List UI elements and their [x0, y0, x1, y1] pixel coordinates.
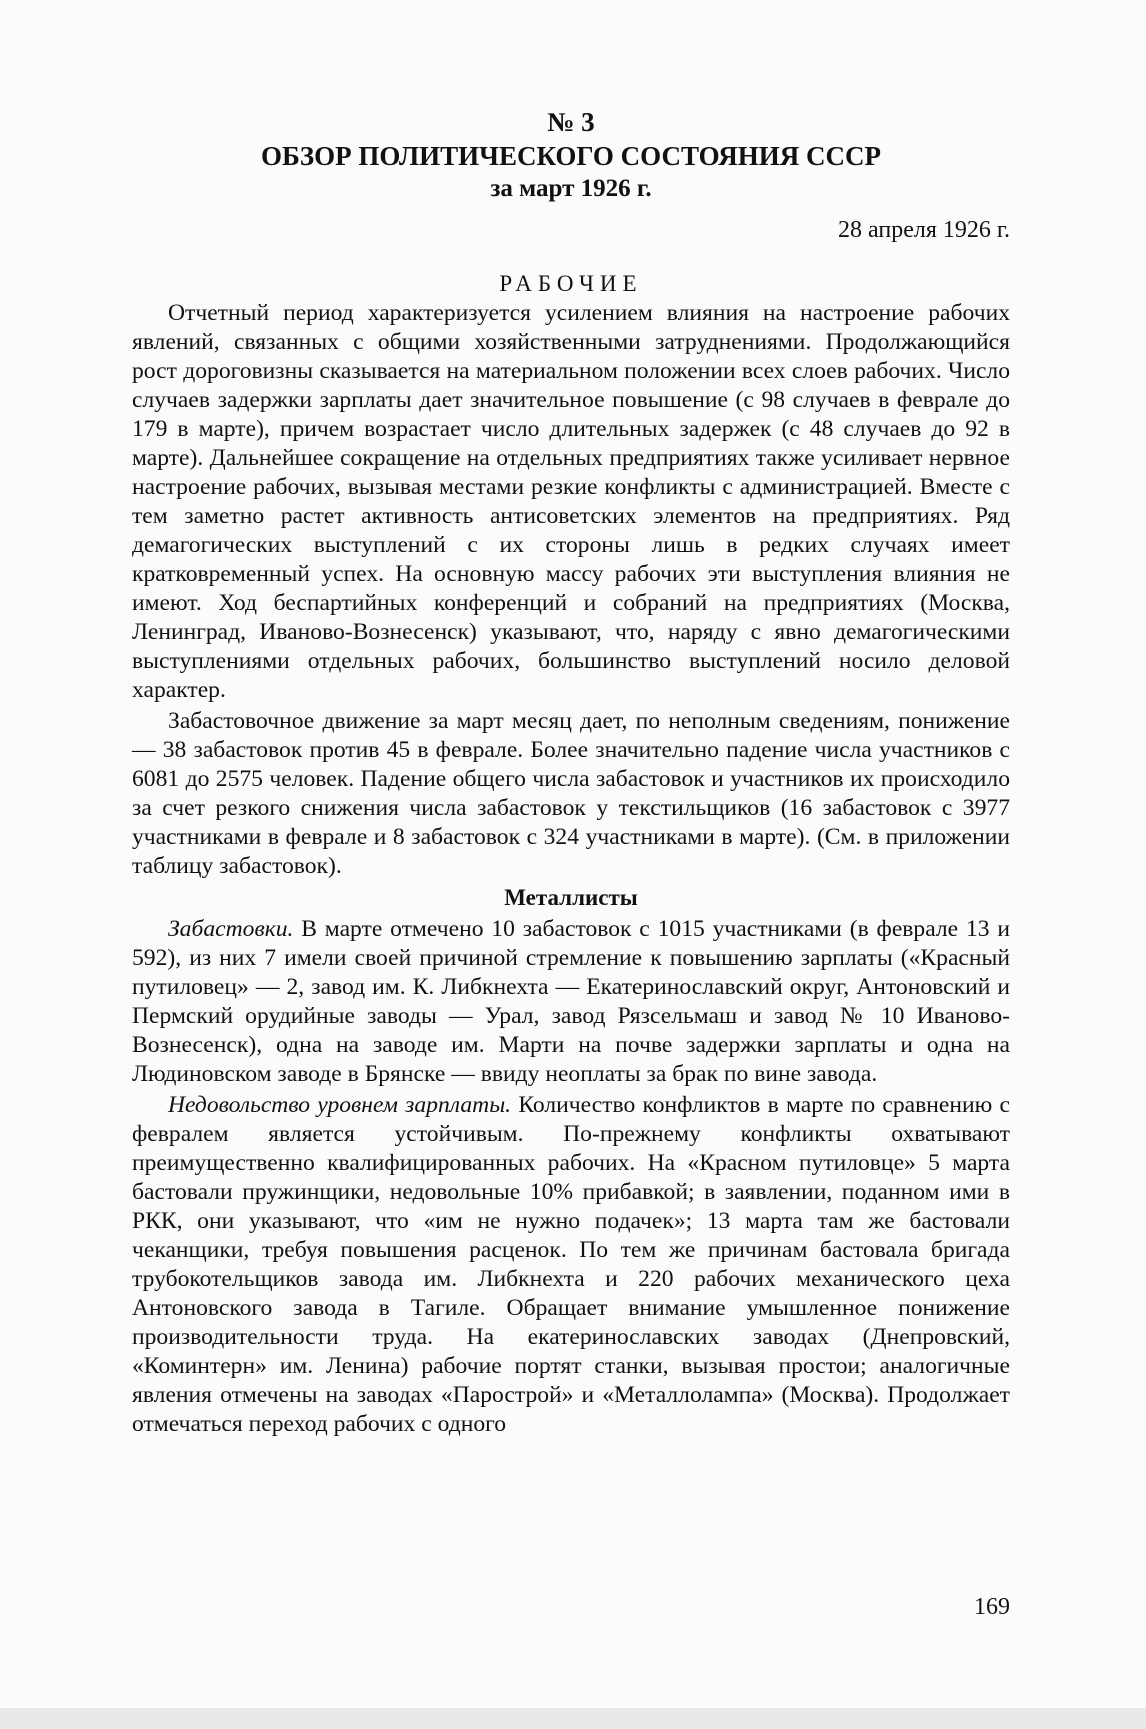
section-heading-workers: РАБОЧИЕ: [499, 271, 643, 296]
document-number: № 3: [547, 107, 595, 137]
paragraph-4-lead: Недовольство уровнем зарплаты.: [168, 1092, 512, 1118]
page-content: [132, 105, 1010, 1439]
scan-edge: [0, 1708, 1146, 1729]
document-date: 28 апреля 1926 г.: [838, 217, 1010, 243]
paragraph-2-text: Забастовочное движение за март месяц дает, по неполным сведениям, понижение — 38 забастовок против 45 в феврале. Более значительно падение числа участников с 6081 до 2575 человек. Падение общего числа забастовок и участников их происходило за счет резкого снижения числа забастовок у текстильщиков (16 забастовок с 3977 участниками в феврале и 8 забастовок с 324 участниками в марте). (См. в приложении таблицу забастовок).: [132, 708, 1010, 879]
paragraph-1-text: Отчетный период характеризуется усилением влияния на настроение рабочих явлений, связанных с общими хозяйственными затруднениями. Продолжающийся рост дороговизны сказывается на материальном положении всех слоев рабочих. Число случаев задержки зарплаты дает значительное повышение (с 98 случаев в феврале до 179 в марте), причем возрастает число длительных задержек (с 48 случаев до 92 в марте). Дальнейшее сокращение на отдельных предприятиях также усиливает нервное настроение рабочих, вызывая местами резкие конфликты с администрацией. Вместе с тем заметно растет активность антисоветских элементов на предприятиях. Ряд демагогических выступлений с их стороны лишь в редких случаях имеет кратковременный успех. На основную массу рабочих эти выступления влияния не имеют. Ход беспартийных конференций и собраний на предприятиях (Москва, Ленинград, Иваново-Вознесенск) указывают, что, наряду с явно демагогическими выступлениями отдельных рабочих, большинство выступлений носило деловой характер.: [132, 300, 1010, 703]
paragraph-3-text: В марте отмечено 10 забастовок с 1015 участниками (в феврале 13 и 592), из них 7 имели своей причиной стремление к повышению зарплаты («Красный путиловец» — 2, завод им. К. Либкнехта — Екатеринославский округ, Антоновский и Пермский орудийные заводы — Урал, завод Рязсельмаш и завод № 10 Иваново-Вознесенск), одна на заводе им. Марти на почве задержки зарплаты и одна на Людиновском заводе в Брянске — ввиду неоплаты за брак по вине завода.: [132, 916, 1010, 1087]
paragraph-3: [132, 915, 1010, 1089]
paragraph-3-lead: Забастовки.: [168, 916, 294, 942]
paragraph-4-text: Количество конфликтов в марте по сравнению с февралем является устойчивым. По-прежнему конфликты охватывают преимущественно квалифицированных рабочих. На «Красном путиловце» 5 марта бастовали пружинщики, недовольные 10% прибавкой; в заявлении, поданном ими в РКК, они указывают, что «им не нужно подачек»; 13 марта там же бастовали чеканщики, требуя повышения расценок. По тем же причинам бастовала бригада трубокотельщиков завода им. Либкнехта и 220 рабочих механического цеха Антоновского завода в Тагиле. Обращает внимание умышленное понижение производительности труда. На екатеринославских заводах (Днепровский, «Коминтерн» им. Ленина) рабочие портят станки, вызывая простои; аналогичные явления отмечены на заводах «Паpострой» и «Металлолампа» (Москва). Продолжает отмечаться переход рабочих с одного: [132, 1092, 1010, 1437]
paragraph-2: [132, 707, 1010, 881]
section-heading-metalworkers: Металлисты: [504, 885, 638, 910]
paragraph-4: [132, 1091, 1010, 1439]
page-number: 169: [974, 1594, 1010, 1620]
document-title: ОБЗОР ПОЛИТИЧЕСКОГО СОСТОЯНИЯ СССР: [261, 141, 881, 171]
paragraph-1: [132, 299, 1010, 705]
document-subtitle: за март 1926 г.: [490, 175, 652, 202]
